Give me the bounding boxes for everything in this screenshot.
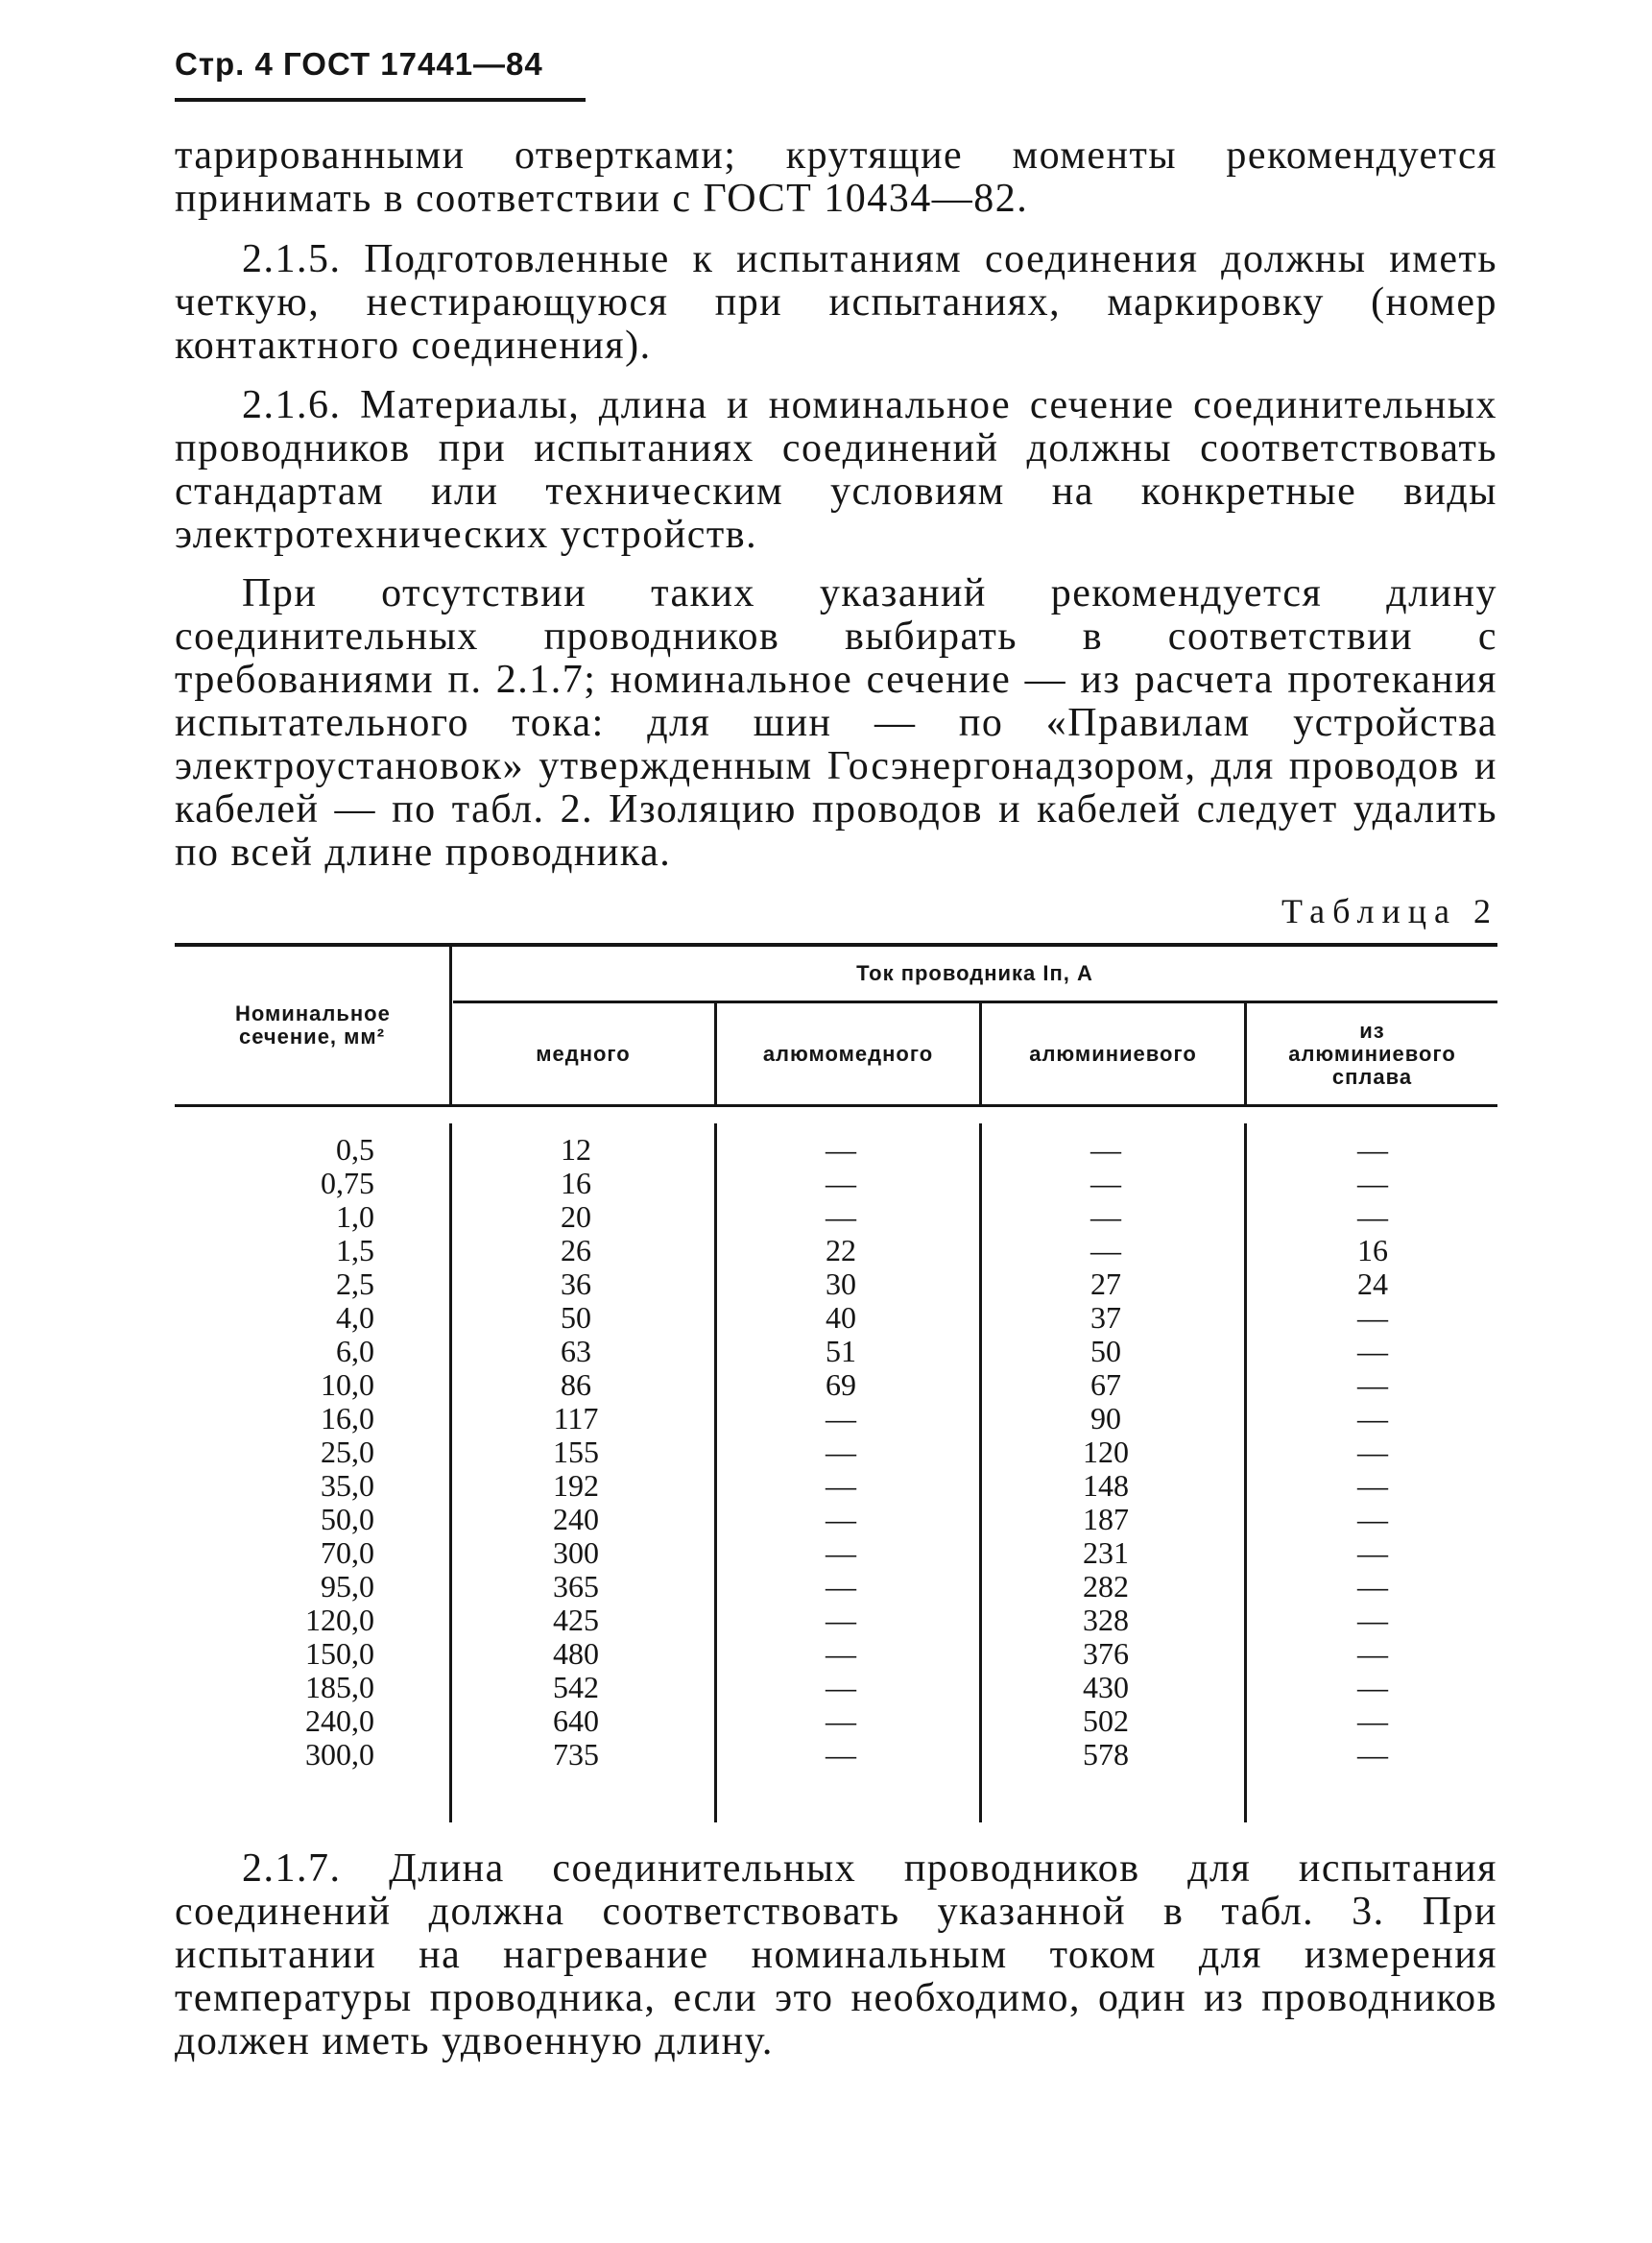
table-cell: — (1357, 1435, 1388, 1469)
table-cell: 4,0 (336, 1300, 374, 1335)
body-divider-2 (714, 1123, 717, 1822)
table-2 (175, 943, 1497, 1826)
table-cell: 27 (1090, 1266, 1121, 1301)
table-cell: 30 (826, 1266, 856, 1301)
table-cell: — (1357, 1603, 1388, 1637)
table-cell: 90 (1090, 1401, 1121, 1435)
table-cell: 1,5 (336, 1233, 374, 1267)
table-cell: — (826, 1603, 856, 1637)
table-cell: 1,0 (336, 1199, 374, 1234)
table-cell: 187 (1083, 1502, 1129, 1536)
table-cell: — (1357, 1166, 1388, 1200)
table-cell: 240 (553, 1502, 599, 1536)
table-cell: 120 (1083, 1435, 1129, 1469)
table-caption: Таблица 2 (1281, 892, 1498, 930)
table-cell: 155 (553, 1435, 599, 1469)
table-cell: 16,0 (321, 1401, 374, 1435)
table-cell: — (1090, 1199, 1121, 1234)
table-cell: 192 (553, 1468, 599, 1503)
table-cell: — (1357, 1468, 1388, 1503)
table-cell: — (826, 1199, 856, 1234)
table-cell: 542 (553, 1670, 599, 1704)
table-cell: 16 (561, 1166, 591, 1200)
table-cell: 95,0 (321, 1569, 374, 1604)
table-cell: — (826, 1166, 856, 1200)
table-cell: 502 (1083, 1703, 1129, 1738)
table-cell: 300,0 (305, 1737, 374, 1772)
table-cell: 35,0 (321, 1468, 374, 1503)
paragraph-2-1-6: 2.1.6. Материалы, длина и номинальное сечение соединительных проводников при испытаниях соединений должны соответствовать стандартам или техническим условиям на конкретные виды электротехнических устройств. (175, 383, 1497, 557)
header-col-copper-clad-aluminum-label: алюмомедного (762, 1041, 934, 1066)
header-col-copper-label: медного (536, 1041, 631, 1066)
table-cell: 26 (561, 1233, 591, 1267)
table-cell: 63 (561, 1334, 591, 1368)
table-cell: 150,0 (305, 1636, 374, 1671)
table-cell: — (1357, 1300, 1388, 1335)
table-cell: 328 (1083, 1603, 1129, 1637)
table-header-rule (175, 1104, 1497, 1107)
paragraph-2-1-5: 2.1.5. Подготовленные к испытаниям соединения должны иметь четкую, нестирающуюся при испытаниях, маркировку (номер контактного соединения). (175, 237, 1497, 368)
table-cell: — (1357, 1670, 1388, 1704)
header-col-aluminum-alloy-label: из алюминиевого сплава (1288, 1018, 1456, 1089)
header-current-group (452, 947, 1497, 1001)
paragraph-no-instructions: При отсутствии таких указаний рекомендуется длину соединительных проводников выбирать в соответствии с требованиями п. 2.1.7; номинальное сечение — из расчета протекания испытательного тока: для шин — по «Правилам устройства электроустановок» утвержденным Госэнергонадзором, для проводов и кабелей — по табл. 2. Изоляцию проводов и кабелей следует удалить по всей длине проводника. (175, 571, 1497, 875)
table-cell: — (826, 1468, 856, 1503)
table-cell: 70,0 (321, 1535, 374, 1570)
table-cell: 67 (1090, 1367, 1121, 1402)
table-cell: — (826, 1636, 856, 1671)
table-cell: 0,5 (336, 1132, 374, 1167)
table-cell: — (1090, 1132, 1121, 1167)
header-col-aluminum (982, 1003, 1244, 1104)
header-col-copper (452, 1003, 714, 1104)
table-cell: — (826, 1535, 856, 1570)
table-cell: 51 (826, 1334, 856, 1368)
header-section (175, 947, 449, 1104)
page-header: Стр. 4 ГОСТ 17441—84 (175, 46, 586, 102)
table-cell: 185,0 (305, 1670, 374, 1704)
table-cell: 300 (553, 1535, 599, 1570)
column-aluminum (983, 1133, 1229, 1772)
body-divider-4 (1244, 1123, 1247, 1822)
header-current-group-label: Ток проводника Iп, А (856, 961, 1093, 985)
table-cell: 40 (826, 1300, 856, 1335)
table-cell: — (826, 1132, 856, 1167)
paragraph-2-1-7: 2.1.7. Длина соединительных проводников для испытания соединений должна соответствовать указанной в табл. 3. При испытании на нагревание номинальным током для измерения температуры проводника, если это необходимо, один из проводников должен иметь удвоенную длину. (175, 1846, 1497, 2063)
table-cell: 430 (1083, 1670, 1129, 1704)
table-cell: — (826, 1703, 856, 1738)
table-cell: — (826, 1401, 856, 1435)
table-cell: — (826, 1670, 856, 1704)
table-cell: 22 (826, 1233, 856, 1267)
table-cell: — (1357, 1367, 1388, 1402)
table-cell: 120,0 (305, 1603, 374, 1637)
table-cell: — (826, 1737, 856, 1772)
table-cell: 640 (553, 1703, 599, 1738)
header-col-aluminum-alloy (1247, 1003, 1497, 1104)
table-cell: 0,75 (321, 1166, 374, 1200)
header-col-aluminum-label: алюминиевого (1029, 1041, 1197, 1066)
table-cell: — (1090, 1166, 1121, 1200)
table-cell: — (1357, 1535, 1388, 1570)
table-cell: — (1357, 1636, 1388, 1671)
header-section-label: Номинальное сечение, мм² (235, 1001, 391, 1049)
table-cell: — (826, 1435, 856, 1469)
table-cell: 2,5 (336, 1266, 374, 1301)
table-cell: — (1357, 1737, 1388, 1772)
table-cell: 12 (561, 1132, 591, 1167)
table-cell: — (826, 1569, 856, 1604)
column-copper-clad-aluminum (718, 1133, 964, 1772)
table-cell: — (1357, 1401, 1388, 1435)
paragraph-continuation: тарированными отвертками; крутящие моменты рекомендуется принимать в соответствии с ГОСТ 10434—82. (175, 133, 1497, 221)
table-cell: 16 (1357, 1233, 1388, 1267)
table-cell: 50 (561, 1300, 591, 1335)
table-cell: 50,0 (321, 1502, 374, 1536)
table-cell: 231 (1083, 1535, 1129, 1570)
table-cell: 37 (1090, 1300, 1121, 1335)
header-col-copper-clad-aluminum (717, 1003, 979, 1104)
table-cell: — (1357, 1703, 1388, 1738)
table-cell: 148 (1083, 1468, 1129, 1503)
table-cell: 376 (1083, 1636, 1129, 1671)
table-cell: 69 (826, 1367, 856, 1402)
table-cell: 365 (553, 1569, 599, 1604)
column-section (175, 1133, 374, 1772)
table-cell: 36 (561, 1266, 591, 1301)
table-cell: 10,0 (321, 1367, 374, 1402)
table-cell: — (1357, 1199, 1388, 1234)
table-cell: 480 (553, 1636, 599, 1671)
table-cell: 282 (1083, 1569, 1129, 1604)
table-cell: — (1357, 1132, 1388, 1167)
table-cell: 6,0 (336, 1334, 374, 1368)
column-copper (453, 1133, 699, 1772)
table-cell: 117 (553, 1401, 599, 1435)
table-cell: — (1357, 1502, 1388, 1536)
table-cell: 735 (553, 1737, 599, 1772)
column-aluminum-alloy (1248, 1133, 1497, 1772)
body-divider-3 (979, 1123, 982, 1822)
table-cell: 240,0 (305, 1703, 374, 1738)
body-divider-1 (449, 1123, 452, 1822)
table-cell: 24 (1357, 1266, 1388, 1301)
table-cell: 25,0 (321, 1435, 374, 1469)
table-cell: 86 (561, 1367, 591, 1402)
table-cell: — (1090, 1233, 1121, 1267)
table-cell: 425 (553, 1603, 599, 1637)
table-cell: — (1357, 1334, 1388, 1368)
table-cell: 50 (1090, 1334, 1121, 1368)
table-cell: — (826, 1502, 856, 1536)
table-cell: 578 (1083, 1737, 1129, 1772)
table-cell: 20 (561, 1199, 591, 1234)
table-cell: — (1357, 1569, 1388, 1604)
